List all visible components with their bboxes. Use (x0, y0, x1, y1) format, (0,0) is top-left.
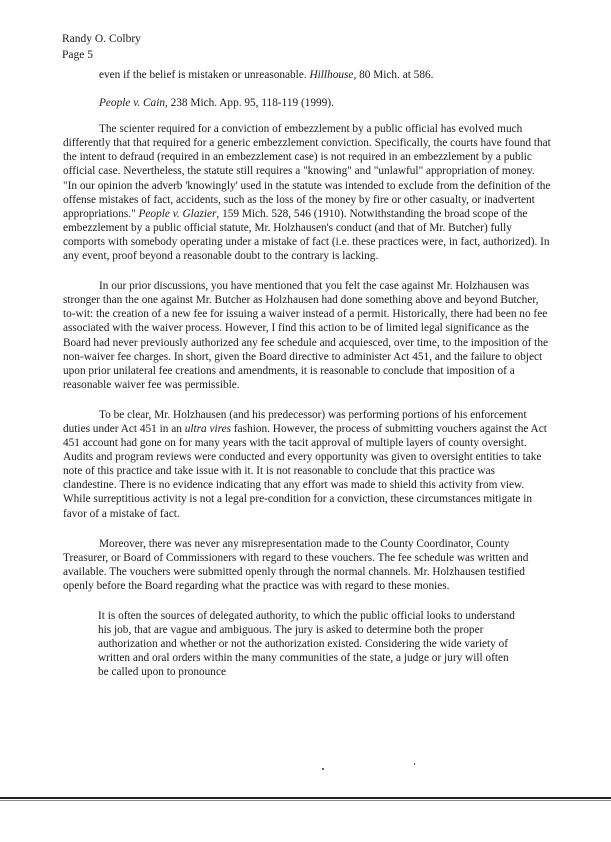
italic-term: ultra vires (184, 422, 232, 435)
block-quote (98, 609, 518, 679)
recipient-name: Randy O. Colbry (62, 33, 141, 45)
footer-rule (0, 797, 611, 799)
scan-speck (414, 763, 415, 765)
case-citation: Hillhouse (309, 69, 354, 81)
paragraph-text: The scienter required for a conviction of embezzlement by a public official has evolved much differently that that required for a generic embezzlement conviction. Specifically, the courts have found that the intent to defraud (required in an embezzlement case) is not required in an embezzlement by a public official case. Nevertheless, the statute still requires a "knowing" and "unlawful" appropriation of money. "In our opinion the adverb 'knowingly' used in the statute was intended to exclude from the definition of the offense mistakes of fact, accidents, such as the loss of the money by fire or other casualty, or inadvertent appropriations." (63, 123, 551, 220)
footer-rule-shadow (0, 800, 611, 801)
citation-line (99, 96, 551, 110)
paragraph-prior-discussions: In our prior discussions, you have mentioned that you felt the case against Mr. Holzhausen was stronger than the one against Mr. Butcher as Holzhausen had done something above and beyond Butcher, to-wit: the creation of a new fee for issuing a waiver instead of a permit. Historically, there had been no fee associated with the waiver process. However, I find this action to be of limited legal significance as the Board had never previously authorized any fee schedule and acquiesced, over time, to the imposition of the non-waiver fee charges. In short, given the Board directive to administer Act 451, and the failure to object upon prior unilateral fee creations and amendments, it is reasonable to conclude that imposition of a reasonable waiver fee was permissible. (63, 280, 548, 391)
case-citation: People v. Cain (99, 97, 165, 110)
paragraph-misrepresentation: Moreover, there was never any misrepresentation made to the County Coordinator, County Treasurer, or Board of Commissioners with regard to these vouchers. The fee schedule was written and available. The vouchers were submitted openly through the normal channels. Mr. Holzhausen testified openly before the Board regarding what the practice was with regard to these monies. (63, 537, 529, 592)
continued-paragraph (99, 68, 551, 82)
letter-body (63, 65, 551, 679)
paragraph-scienter (63, 122, 551, 263)
quote-text: It is often the sources of delegated authority, to which the public official looks to understand his job, that are vague and ambiguous. The jury is asked to determine both the proper authorization and whether or not the authorization existed. Considering the wide variety of written and oral orders within the many communities of the state, a judge or jury will often be called upon to pronounce (98, 610, 515, 679)
citation-detail: , 238 Mich. App. 95, 118-119 (1999). (164, 97, 334, 110)
page-number: Page 5 (62, 49, 93, 61)
paragraph-text: fashion. However, the process of submitting vouchers against the Act 451 account had gone on for many years with the tacit approval of multiple layers of county oversight. Audits and program reviews were conducted and every opportunity was given to oversight entities to take note of this practice and take issue with it. It is not reasonable to conclude that this practice was clandestine. There is no evidence indicating that any effort was made to shield this activity from view. While surreptitious activity is not a legal pre-condition for a conviction, these circumstances mitigate in favor of a mistake of fact. (63, 422, 547, 520)
letter-header (62, 31, 141, 63)
paragraph-text: To be clear, Mr. Holzhausen (and his predecessor) was performing portions of his enforcement duties under Act 451 in an (63, 408, 527, 435)
continued-text: even if the belief is mistaken or unreasonable. (99, 69, 310, 81)
paragraph-text: , 159 Mich. 528, 546 (1910). Notwithstanding the broad scope of the embezzlement by a public official statute, Mr. Holzhausen's conduct (and that of Mr. Butcher) fully comports with somebody operating under a mistake of fact (i.e. these practices were, in fact, authorized). In any event, proof beyond a reasonable doubt to the contrary is lacking. (63, 207, 550, 263)
case-citation: People v. Glazier (138, 207, 217, 220)
paragraph-ultra-vires (63, 408, 551, 521)
citation-detail: , 80 Mich. at 586. (353, 69, 434, 81)
scan-speck (322, 768, 324, 770)
